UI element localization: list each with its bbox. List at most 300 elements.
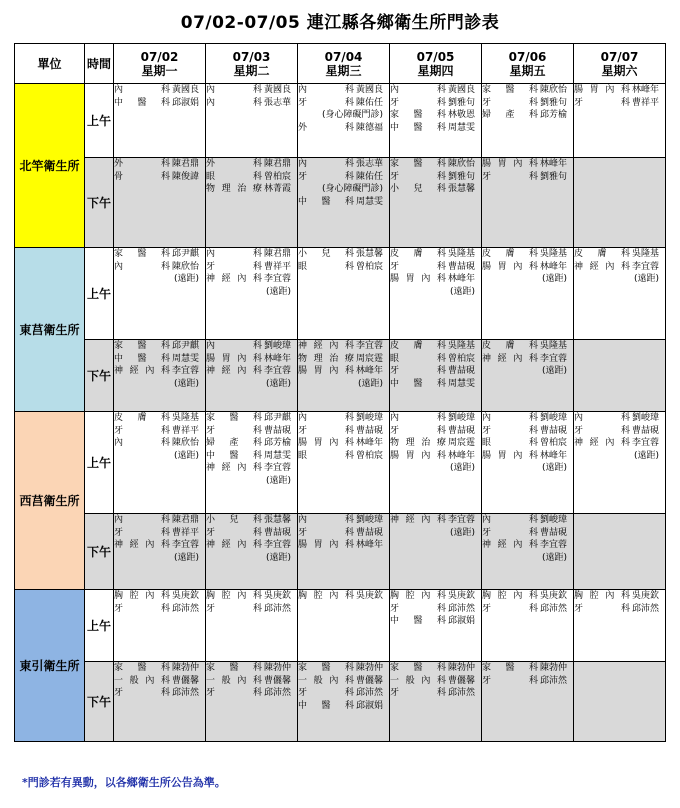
doctor-entry bbox=[298, 527, 389, 540]
doctor-name: 林峰年 bbox=[540, 159, 568, 169]
department: 中 醫 科 bbox=[390, 122, 446, 133]
schedule-cell bbox=[574, 158, 666, 248]
doctor-entry bbox=[114, 340, 205, 353]
department: 家 醫 科 bbox=[206, 663, 262, 673]
doctor-name: 陳勃仲 bbox=[264, 663, 292, 673]
doctor-name: 李宜蓉 bbox=[448, 515, 476, 525]
schedule-note: (遠距) bbox=[357, 378, 383, 389]
doctor-name: 黃國良 bbox=[172, 85, 200, 95]
doctor-entry bbox=[574, 437, 665, 450]
doctor-name: 林峰年 bbox=[264, 353, 292, 364]
day-header bbox=[574, 44, 666, 84]
doctor-name: 劉峻瑋 bbox=[356, 413, 384, 423]
doctor-name: 曹祥平 bbox=[172, 527, 200, 538]
doctor-entry bbox=[298, 158, 389, 171]
schedule-cell bbox=[298, 662, 390, 742]
department: 家 醫 科 bbox=[114, 249, 170, 259]
department: 牙 科 bbox=[114, 603, 170, 614]
department: 物 理 治 療 bbox=[206, 184, 262, 194]
doctor-name: 林峰年 bbox=[448, 450, 476, 461]
department: 家 醫 科 bbox=[482, 663, 538, 673]
doctor-entry bbox=[114, 437, 205, 450]
department: 小 兒 科 bbox=[390, 184, 446, 194]
schedule-cell bbox=[390, 340, 482, 412]
department: 中 醫 科 bbox=[206, 450, 262, 461]
doctor-name: 林峰年 bbox=[540, 450, 568, 461]
schedule-cell bbox=[574, 590, 666, 662]
department: 眼 科 bbox=[482, 438, 538, 448]
department: 皮 膚 科 bbox=[574, 249, 630, 259]
station-am-row bbox=[15, 248, 666, 340]
doctor-name: 周慧雯 bbox=[356, 196, 384, 207]
page-title: 07/02-07/05 連江縣各鄉衛生所門診表 bbox=[180, 13, 500, 33]
department: 神 經 內 科 bbox=[482, 353, 538, 364]
doctor-name: 張志華 bbox=[356, 159, 384, 169]
station-name: 東莒衛生所 bbox=[15, 248, 85, 412]
doctor-entry bbox=[206, 662, 297, 675]
doctor-name: 李宜蓉 bbox=[540, 353, 568, 364]
doctor-name: 曹祥平 bbox=[632, 97, 660, 108]
doctor-name: 曹祥平 bbox=[264, 261, 292, 272]
header-row bbox=[15, 44, 666, 84]
doctor-entry bbox=[206, 603, 297, 616]
department: 牙 科 bbox=[206, 425, 262, 436]
department: 皮 膚 科 bbox=[482, 341, 538, 351]
department: 胸 腔 內 科 bbox=[114, 591, 170, 601]
department: 內 科 bbox=[298, 515, 354, 525]
doctor-entry bbox=[390, 353, 481, 366]
department: 內 科 bbox=[298, 85, 354, 95]
schedule-cell bbox=[206, 662, 298, 742]
schedule-cell bbox=[298, 248, 390, 340]
department: 皮 膚 科 bbox=[390, 341, 446, 351]
doctor-name: 邱沛然 bbox=[540, 603, 568, 614]
doctor-entry bbox=[298, 196, 389, 209]
day-weekday: 星期一 bbox=[141, 63, 178, 78]
department: 牙 科 bbox=[298, 171, 354, 182]
doctor-name: 邱芳榆 bbox=[540, 110, 568, 120]
doctor-name: 黃國良 bbox=[356, 85, 384, 95]
doctor-entry bbox=[206, 462, 297, 475]
schedule-cell bbox=[482, 514, 574, 590]
doctor-entry bbox=[206, 273, 297, 286]
doctor-name: 林峰年 bbox=[356, 540, 384, 550]
schedule-cell bbox=[298, 340, 390, 412]
doctor-name: 周慧雯 bbox=[264, 450, 292, 461]
department: 內 科 bbox=[206, 341, 262, 351]
department: 牙 科 bbox=[206, 688, 262, 698]
doctor-entry bbox=[390, 437, 481, 450]
doctor-name: 陳君鼎 bbox=[264, 159, 292, 169]
doctor-name: 吳庚欽 bbox=[540, 591, 568, 601]
doctor-name: 邱沛然 bbox=[264, 688, 292, 698]
day-date: 07/03 bbox=[232, 49, 271, 64]
doctor-entry bbox=[206, 158, 297, 171]
doctor-entry bbox=[298, 97, 389, 110]
doctor-entry bbox=[482, 340, 573, 353]
schedule-cell bbox=[482, 248, 574, 340]
doctor-entry bbox=[114, 365, 205, 378]
department: 一 般 內 科 bbox=[114, 675, 170, 686]
schedule-cell bbox=[206, 590, 298, 662]
doctor-name: 陳佑任 bbox=[356, 97, 384, 108]
doctor-entry bbox=[390, 122, 481, 135]
department: 腸 胃 內 科 bbox=[390, 274, 446, 284]
doctor-entry bbox=[390, 675, 481, 688]
station-name: 東引衛生所 bbox=[15, 590, 85, 742]
doctor-entry bbox=[482, 603, 573, 616]
doctor-entry bbox=[298, 687, 389, 700]
doctor-entry bbox=[574, 84, 665, 97]
doctor-entry bbox=[482, 450, 573, 463]
doctor-name: 曹喆硯 bbox=[448, 261, 476, 272]
doctor-name: 周宸霆 bbox=[448, 438, 476, 448]
station-pm-row bbox=[15, 514, 666, 590]
doctor-entry bbox=[114, 171, 205, 184]
department: 腸 胃 內 科 bbox=[482, 159, 538, 169]
department: 牙 科 bbox=[390, 603, 446, 614]
department: 中 醫 科 bbox=[390, 378, 446, 389]
doctor-name: 邱沛然 bbox=[632, 603, 660, 614]
schedule-cell bbox=[298, 514, 390, 590]
day-weekday: 星期三 bbox=[325, 63, 362, 78]
department: 神 經 內 科 bbox=[206, 366, 262, 376]
doctor-name: 李宜蓉 bbox=[356, 341, 384, 351]
schedule-cell bbox=[206, 340, 298, 412]
department: 皮 膚 科 bbox=[482, 249, 538, 259]
department: 胸 腔 內 科 bbox=[206, 591, 262, 601]
doctor-name: 邱尹麒 bbox=[172, 341, 200, 351]
doctor-name: 劉峻瑋 bbox=[632, 413, 660, 423]
doctor-name: 陳勃仲 bbox=[172, 663, 200, 673]
schedule-cell bbox=[390, 514, 482, 590]
doctor-name: 周慧雯 bbox=[448, 378, 476, 389]
doctor-entry bbox=[574, 603, 665, 616]
department: 內 科 bbox=[206, 249, 262, 259]
session-label: 下午 bbox=[85, 514, 114, 590]
day-weekday: 星期六 bbox=[601, 63, 638, 78]
doctor-name: 吳庚欽 bbox=[172, 591, 200, 601]
doctor-name: 邱沛然 bbox=[448, 688, 476, 698]
doctor-name: 吳庚欽 bbox=[632, 591, 660, 601]
doctor-name: 陳俊諱 bbox=[172, 171, 200, 182]
doctor-name: 曾柏宸 bbox=[356, 261, 384, 272]
doctor-entry bbox=[114, 675, 205, 688]
department: 腸 胃 內 科 bbox=[574, 85, 630, 95]
station-am-row bbox=[15, 590, 666, 662]
doctor-name: 陳君鼎 bbox=[172, 515, 200, 525]
doctor-name: 陳勃仲 bbox=[540, 663, 568, 673]
schedule-cell bbox=[298, 158, 390, 248]
doctor-entry bbox=[482, 353, 573, 366]
doctor-name: 曾柏宸 bbox=[264, 171, 292, 182]
doctor-name: 邱沛然 bbox=[448, 603, 476, 614]
doctor-name: 劉雅句 bbox=[540, 97, 568, 108]
department: 牙 科 bbox=[390, 366, 446, 376]
department: 牙 科 bbox=[482, 425, 538, 436]
doctor-entry bbox=[390, 273, 481, 286]
day-header bbox=[206, 44, 298, 84]
doctor-entry bbox=[114, 261, 205, 274]
schedule-cell bbox=[390, 590, 482, 662]
department: 婦 產 科 bbox=[206, 438, 262, 448]
department: 眼 科 bbox=[206, 171, 262, 182]
station-name: 西莒衛生所 bbox=[15, 412, 85, 590]
schedule-cell bbox=[114, 248, 206, 340]
schedule-note: (身心障礙門診) bbox=[321, 184, 383, 194]
doctor-entry bbox=[206, 261, 297, 274]
doctor-name: 劉雅句 bbox=[448, 97, 476, 108]
doctor-name: 吳隆基 bbox=[540, 341, 568, 351]
department: 眼 科 bbox=[298, 450, 354, 461]
department: 外 科 bbox=[206, 159, 262, 169]
doctor-entry bbox=[390, 425, 481, 438]
department: 牙 科 bbox=[390, 97, 446, 108]
doctor-name: 邱淑娟 bbox=[172, 97, 200, 108]
schedule-cell bbox=[574, 84, 666, 158]
department: 神 經 內 科 bbox=[114, 366, 170, 376]
doctor-entry bbox=[390, 97, 481, 110]
doctor-entry bbox=[206, 97, 297, 110]
doctor-name: 劉雅句 bbox=[448, 171, 476, 182]
doctor-name: 李宜蓉 bbox=[172, 540, 200, 550]
department: 牙 科 bbox=[114, 688, 170, 698]
doctor-name: 陳君鼎 bbox=[172, 159, 200, 169]
department: 中 醫 科 bbox=[298, 196, 354, 207]
department: 神 經 內 科 bbox=[114, 540, 170, 550]
schedule-cell bbox=[574, 248, 666, 340]
doctor-entry bbox=[114, 248, 205, 261]
department: 內 科 bbox=[114, 85, 170, 95]
doctor-entry bbox=[114, 353, 205, 366]
doctor-entry bbox=[482, 171, 573, 184]
department: 神 經 內 科 bbox=[206, 463, 262, 473]
doctor-name: 邱沛然 bbox=[172, 603, 200, 614]
doctor-entry bbox=[114, 590, 205, 603]
schedule-note: (遠距) bbox=[541, 366, 567, 376]
doctor-entry bbox=[114, 687, 205, 700]
session-label: 下午 bbox=[85, 662, 114, 742]
doctor-entry bbox=[390, 248, 481, 261]
department: 家 醫 科 bbox=[390, 663, 446, 673]
department: 神 經 內 科 bbox=[574, 438, 630, 448]
department: 家 醫 科 bbox=[390, 159, 446, 169]
doctor-entry bbox=[390, 378, 481, 391]
doctor-entry bbox=[206, 171, 297, 184]
doctor-entry bbox=[298, 662, 389, 675]
department: 神 經 內 科 bbox=[482, 540, 538, 550]
department: 一 般 內 科 bbox=[206, 675, 262, 686]
department: 牙 科 bbox=[390, 688, 446, 698]
doctor-name: 張慧馨 bbox=[264, 515, 292, 525]
department: 胸 腔 內 科 bbox=[574, 591, 630, 601]
department: 內 科 bbox=[114, 438, 170, 448]
department: 小 兒 科 bbox=[298, 249, 354, 259]
doctor-name: 陳欣怡 bbox=[172, 261, 200, 272]
schedule-note: (遠距) bbox=[541, 552, 567, 563]
department: 家 醫 科 bbox=[114, 341, 170, 351]
department: 牙 科 bbox=[390, 261, 446, 272]
session-label: 上午 bbox=[85, 590, 114, 662]
doctor-entry bbox=[298, 425, 389, 438]
schedule-note: (遠距) bbox=[173, 378, 199, 389]
doctor-name: 曹儷馨 bbox=[448, 675, 476, 686]
doctor-name: 劉峻瑋 bbox=[264, 341, 292, 351]
doctor-entry bbox=[298, 539, 389, 552]
station-am-row bbox=[15, 84, 666, 158]
session-label: 上午 bbox=[85, 84, 114, 158]
doctor-entry bbox=[298, 365, 389, 378]
doctor-name: 曹儷馨 bbox=[356, 675, 384, 686]
schedule-body bbox=[15, 84, 666, 742]
schedule-note: (遠距) bbox=[633, 450, 659, 461]
department: 牙 科 bbox=[482, 675, 538, 686]
schedule-cell bbox=[298, 84, 390, 158]
doctor-entry bbox=[390, 158, 481, 171]
department: 家 醫 科 bbox=[114, 663, 170, 673]
schedule-cell bbox=[482, 158, 574, 248]
schedule-cell bbox=[482, 84, 574, 158]
doctor-entry bbox=[482, 109, 573, 122]
department: 家 醫 科 bbox=[206, 413, 262, 423]
department: 家 醫 科 bbox=[298, 663, 354, 673]
day-header bbox=[482, 44, 574, 84]
department: 牙 科 bbox=[114, 527, 170, 538]
department: 牙 科 bbox=[206, 527, 262, 538]
schedule-note: (遠距) bbox=[449, 527, 475, 538]
department: 家 醫 科 bbox=[482, 85, 538, 95]
department: 內 科 bbox=[482, 515, 538, 525]
schedule-cell bbox=[114, 340, 206, 412]
doctor-entry bbox=[206, 412, 297, 425]
doctor-name: 林峰年 bbox=[448, 274, 476, 284]
doctor-entry bbox=[390, 514, 481, 527]
doctor-entry bbox=[390, 365, 481, 378]
doctor-entry bbox=[298, 84, 389, 97]
session-label: 上午 bbox=[85, 248, 114, 340]
doctor-entry bbox=[574, 425, 665, 438]
doctor-entry bbox=[390, 412, 481, 425]
doctor-name: 林峰年 bbox=[356, 366, 384, 376]
doctor-name: 邱沛然 bbox=[172, 688, 200, 698]
schedule-cell bbox=[482, 412, 574, 514]
department: 中 醫 科 bbox=[114, 353, 170, 364]
doctor-name: 劉雅句 bbox=[540, 171, 568, 182]
doctor-name: 吳庚欽 bbox=[264, 591, 292, 601]
department: 牙 科 bbox=[298, 688, 354, 698]
department: 內 科 bbox=[206, 85, 262, 95]
department: 胸 腔 內 科 bbox=[298, 591, 354, 601]
department: 牙 科 bbox=[574, 425, 630, 436]
doctor-entry bbox=[390, 109, 481, 122]
doctor-name: 曹喆硯 bbox=[448, 425, 476, 436]
schedule-cell bbox=[114, 158, 206, 248]
schedule-note: (遠距) bbox=[265, 475, 291, 486]
doctor-entry bbox=[114, 412, 205, 425]
schedule-cell bbox=[114, 514, 206, 590]
doctor-name: 張慧馨 bbox=[356, 249, 384, 259]
day-header bbox=[390, 44, 482, 84]
schedule-cell bbox=[574, 662, 666, 742]
department: 家 醫 科 bbox=[390, 110, 446, 120]
schedule-cell bbox=[482, 590, 574, 662]
schedule-note: (遠距) bbox=[541, 274, 567, 284]
doctor-entry bbox=[206, 539, 297, 552]
schedule-note: (遠距) bbox=[173, 450, 199, 461]
doctor-entry bbox=[390, 171, 481, 184]
schedule-note: (遠距) bbox=[541, 463, 567, 473]
department: 牙 科 bbox=[482, 97, 538, 108]
schedule-cell bbox=[390, 158, 482, 248]
department: 牙 科 bbox=[206, 603, 262, 614]
doctor-entry bbox=[206, 590, 297, 603]
schedule-cell bbox=[114, 412, 206, 514]
schedule-cell bbox=[574, 514, 666, 590]
doctor-entry bbox=[298, 675, 389, 688]
doctor-name: 李宜蓉 bbox=[264, 366, 292, 376]
doctor-name: 陳勃仲 bbox=[356, 663, 384, 673]
doctor-name: 曹喆硯 bbox=[540, 425, 568, 436]
doctor-entry bbox=[390, 590, 481, 603]
doctor-entry bbox=[298, 590, 389, 603]
doctor-name: 張慧馨 bbox=[448, 184, 476, 194]
doctor-entry bbox=[482, 527, 573, 540]
department: 牙 科 bbox=[298, 97, 354, 108]
doctor-entry bbox=[298, 261, 389, 274]
doctor-name: 李宜蓉 bbox=[264, 274, 292, 284]
schedule-note: (身心障礙門診) bbox=[321, 110, 383, 120]
doctor-entry bbox=[114, 514, 205, 527]
schedule-footnote: *門診若有異動，以各鄉衛生所公告為準。 bbox=[22, 776, 226, 789]
doctor-name: 邱淑娟 bbox=[448, 616, 476, 626]
doctor-name: 陳欣怡 bbox=[172, 438, 200, 448]
day-weekday: 星期四 bbox=[417, 63, 454, 78]
department: 內 科 bbox=[114, 261, 170, 272]
doctor-name: 邱淑娟 bbox=[356, 700, 384, 711]
doctor-name: 林峰年 bbox=[632, 85, 660, 95]
doctor-name: 陳欣怡 bbox=[540, 85, 568, 95]
doctor-entry bbox=[206, 687, 297, 700]
doctor-name: 曹喆硯 bbox=[632, 425, 660, 436]
doctor-entry bbox=[206, 84, 297, 97]
schedule-cell bbox=[206, 412, 298, 514]
doctor-name: 李宜蓉 bbox=[632, 438, 660, 448]
schedule-cell bbox=[482, 340, 574, 412]
doctor-entry bbox=[482, 514, 573, 527]
department: 腸 胃 內 科 bbox=[390, 450, 446, 461]
department: 中 醫 科 bbox=[114, 97, 170, 108]
department: 物 理 治 療 bbox=[390, 438, 446, 448]
doctor-entry bbox=[390, 603, 481, 616]
doctor-name: 李宜蓉 bbox=[540, 540, 568, 550]
day-date: 07/04 bbox=[324, 49, 363, 64]
station-pm-row bbox=[15, 340, 666, 412]
doctor-entry bbox=[390, 261, 481, 274]
department: 牙 科 bbox=[482, 603, 538, 614]
day-header bbox=[114, 44, 206, 84]
schedule-note: (遠距) bbox=[633, 274, 659, 284]
schedule-note: (遠距) bbox=[265, 286, 291, 297]
schedule-cell bbox=[206, 514, 298, 590]
doctor-entry bbox=[482, 675, 573, 688]
doctor-entry bbox=[114, 97, 205, 110]
department: 骨 科 bbox=[114, 171, 170, 182]
day-header bbox=[298, 44, 390, 84]
doctor-name: 曹儷馨 bbox=[172, 675, 200, 686]
doctor-entry bbox=[482, 662, 573, 675]
doctor-name: 邱芳榆 bbox=[264, 438, 292, 448]
doctor-name: 曹喆硯 bbox=[356, 425, 384, 436]
